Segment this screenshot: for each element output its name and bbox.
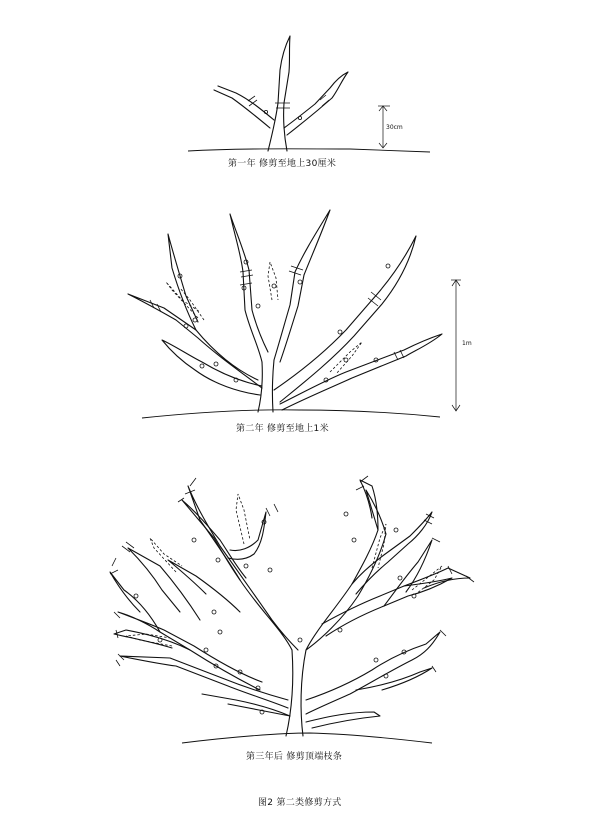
stage2-caption: 第二年 修剪至地上1米 <box>236 424 329 434</box>
stage3-ground <box>182 733 432 743</box>
stage3-caption: 第三年后 修剪顶端枝条 <box>246 752 343 762</box>
figure-caption: 图2 第二类修剪方式 <box>258 798 342 808</box>
stage3-new-shoots <box>126 494 442 646</box>
stage1-plant <box>188 36 430 152</box>
stage3-plant <box>110 476 474 743</box>
stage1-ground <box>188 149 430 152</box>
stage2-height-arrow <box>451 280 461 411</box>
stage2-ground <box>142 410 440 418</box>
stage1-dimension-label: 30cm <box>386 124 403 131</box>
stage1-caption: 第一年 修剪至地上30厘米 <box>228 159 337 169</box>
stage3-trunk <box>286 650 306 736</box>
stage2-dimension-label: 1m <box>462 340 472 347</box>
stage1-trunk <box>268 103 287 151</box>
stage2-plant <box>128 210 461 418</box>
stage2-buds <box>178 260 390 382</box>
